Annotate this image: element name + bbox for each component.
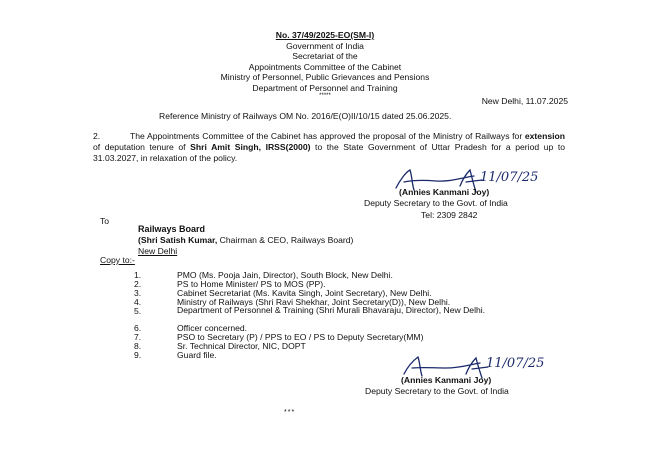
order-number: No. 37/49/2025-EO(SM-I) (275, 30, 375, 40)
list-item-number: 9. (134, 350, 142, 360)
paragraph-bold-extension: extension (524, 131, 565, 141)
signatory-designation-top: Deputy Secretary to the Govt. of India (364, 198, 508, 208)
to-attention-rest: Chairman & CEO, Railways Board) (217, 235, 354, 246)
header-government: Government of India (286, 40, 364, 51)
header-committee: Appointments Committee of the Cabinet (248, 61, 402, 72)
header-secretariat: Secretariat of the (292, 51, 358, 61)
list-item-text: Department of Personnel & Training (Shri Murali Bhavaraju, Director), New Delhi. (177, 305, 486, 315)
signatory-name-top: (Annies Kanmani Joy) (399, 187, 490, 197)
body-paragraph (93, 131, 565, 164)
list-item-text: PSO to Secretary (P) / PPS to EO / PS to Deputy Secretary(MM) (177, 332, 424, 342)
list-item-text: PMO (Ms. Pooja Jain, Director), South Block, New Delhi. (177, 270, 393, 280)
list-item-text: Sr. Technical Director, NIC, DOPT (177, 341, 306, 351)
to-label: To (100, 216, 110, 226)
list-item-number: 8. (134, 341, 142, 351)
list-item-number: 6. (134, 323, 142, 333)
list-item-number: 4. (134, 297, 142, 307)
signature-top-date: 11/07/25 (480, 170, 539, 185)
to-attention (138, 235, 353, 246)
list-item-text: Guard file. (177, 350, 217, 360)
to-city: New Delhi (138, 245, 178, 256)
list-item (134, 270, 574, 279)
list-item-number: 3. (134, 288, 142, 298)
header-department: Department of Personnel and Training (252, 82, 398, 93)
list-item-text: Officer concerned. (177, 323, 248, 333)
copy-to-label: Copy to:- (100, 255, 135, 265)
list-item (134, 341, 574, 350)
document-header (0, 30, 650, 104)
footer-mark: *** (284, 409, 296, 416)
list-item-number: 2. (134, 279, 142, 289)
list-item-text: Ministry of Railways (Shri Ravi Shekhar, Joint Secretary(D)), New Delhi. (177, 297, 451, 307)
list-item (134, 332, 574, 341)
list-item (134, 279, 574, 288)
header-stars: ***** (319, 93, 331, 99)
copy-to-list (134, 270, 574, 359)
to-address (138, 224, 353, 257)
list-item (134, 306, 574, 323)
paragraph-text-3: to the State Government of Uttar Pradesh for a period up to 31.03.2027, in relaxation of the policy. (93, 142, 565, 163)
list-item-text: Cabinet Secretariat (Ms. Kavita Singh, Joint Secretary), New Delhi. (177, 288, 432, 298)
signatory-designation-bottom: Deputy Secretary to the Govt. of India (365, 386, 509, 396)
place-date: New Delhi, 11.07.2025 (481, 96, 568, 106)
paragraph-bold-officer: Shri Amit Singh, IRSS(2000) (190, 142, 311, 152)
list-item-number: 7. (134, 332, 142, 342)
signatory-name-bottom: (Annies Kanmani Joy) (401, 375, 492, 385)
paragraph-text-1: The Appointments Committee of the Cabinet has approved the proposal of the Ministry of Railways for (130, 131, 525, 141)
header-ministry: Ministry of Personnel, Public Grievances and Pensions (220, 72, 430, 82)
list-item (134, 323, 574, 332)
list-item (134, 288, 574, 297)
paragraph-number: 2. (93, 131, 101, 141)
list-item-number: 1. (134, 270, 142, 280)
list-item-number: 5. (134, 306, 142, 316)
signatory-tel: Tel: 2309 2842 (421, 210, 478, 220)
list-item-text: PS to Home Minister/ PS to MOS (PP). (177, 279, 326, 289)
reference-line: Reference Ministry of Railways OM No. 2016/E(O)II/10/15 dated 25.06.2025. (159, 111, 452, 121)
paragraph-text-2: of deputation tenure of (93, 142, 191, 152)
to-addressee: Railways Board (138, 224, 206, 234)
to-attention-name: (Shri Satish Kumar, (138, 235, 218, 246)
signature-bottom-date: 11/07/25 (486, 356, 545, 371)
